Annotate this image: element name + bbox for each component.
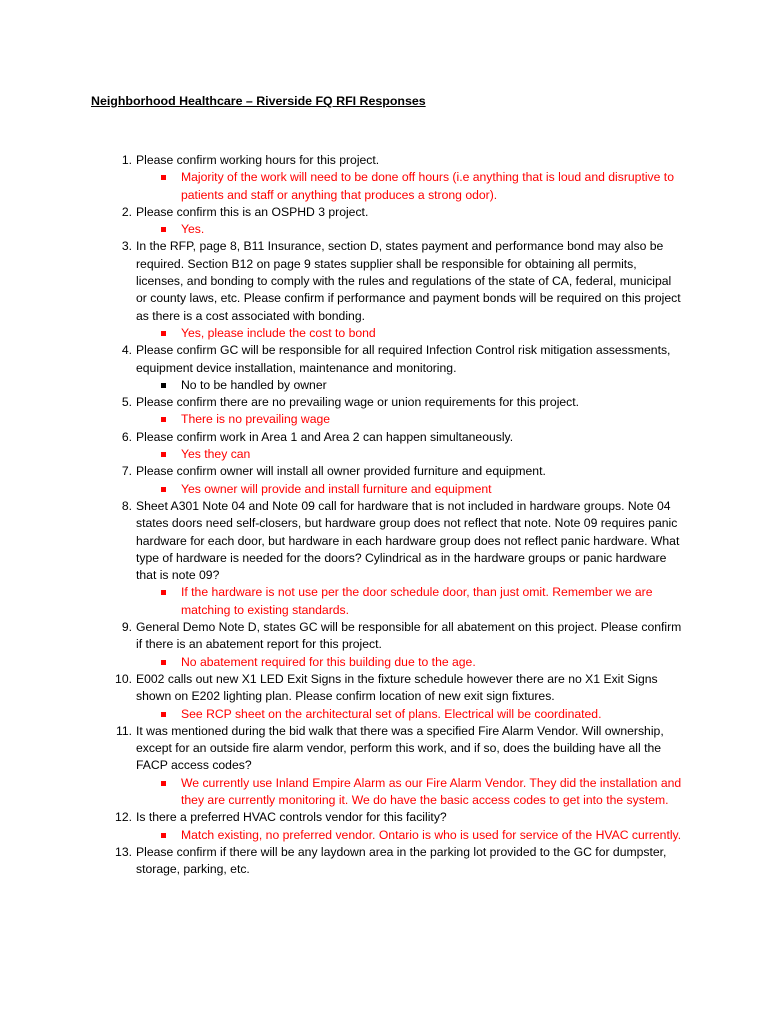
square-bullet-icon xyxy=(161,175,166,180)
rfi-question: E002 calls out new X1 LED Exit Signs in the fixture schedule however there are no X1 Exit Signs shown on E202 lighting plan. Please confirm location of new exit sign fixtures. xyxy=(136,671,658,704)
square-bullet-icon xyxy=(161,660,166,665)
rfi-answer xyxy=(181,411,696,428)
rfi-answer xyxy=(181,221,696,238)
rfi-answer-text: No to be handled by owner xyxy=(181,377,327,392)
rfi-item xyxy=(0,844,768,879)
rfi-answer-text: Yes they can xyxy=(181,447,251,462)
rfi-answer-text: No abatement required for this building due to the age. xyxy=(181,654,476,669)
square-bullet-icon xyxy=(161,383,166,388)
document-title: Neighborhood Healthcare – Riverside FQ RFI Responses xyxy=(91,94,426,108)
rfi-item xyxy=(0,342,768,394)
rfi-item xyxy=(0,463,768,498)
rfi-question: Sheet A301 Note 04 and Note 09 call for hardware that is not included in hardware groups. Note 04 states doors need self-closers, but hardware group does not reflect that note. Note 09 requires panic hardware for each door, but hardware in each hardware group does not reflect panic hardware. What type of hardware is needed for the doors? Cylindrical as in the hardware groups or panic hardware that is note 09? xyxy=(136,498,680,583)
rfi-item xyxy=(0,619,768,671)
rfi-question: Please confirm there are no prevailing wage or union requirements for this project. xyxy=(136,395,580,410)
rfi-item-number: 3. xyxy=(121,239,132,254)
rfi-item-number: 8. xyxy=(121,498,132,513)
rfi-answer-text: Yes, please include the cost to bond xyxy=(181,325,376,340)
rfi-answer-text: Yes. xyxy=(181,222,205,237)
rfi-answer xyxy=(181,654,696,671)
rfi-answer-text: Majority of the work will need to be done off hours (i.e anything that is loud and disruptive to patients and staff or anything that produces a strong odor). xyxy=(181,170,674,202)
rfi-answer-text: Yes owner will provide and install furniture and equipment xyxy=(181,481,492,496)
rfi-answer xyxy=(181,584,696,619)
rfi-item-number: 2. xyxy=(121,204,132,219)
rfi-answer xyxy=(181,169,696,204)
rfi-item-number: 10. xyxy=(115,671,132,686)
rfi-answer xyxy=(181,377,696,394)
rfi-question: In the RFP, page 8, B11 Insurance, section D, states payment and performance bond may also be required. Section B12 on page 9 states supplier shall be responsible for obtaining all permits, licenses, and bonding to comply with the rules and regulations of the state of CA, federal, municipal or county laws, etc. Please confirm if performance and payment bonds will be required on this project as there is a cost associated with bonding. xyxy=(136,239,681,323)
rfi-question: Please confirm work in Area 1 and Area 2 can happen simultaneously. xyxy=(136,429,514,444)
rfi-item-number: 6. xyxy=(121,429,132,444)
rfi-question: Please confirm if there will be any laydown area in the parking lot provided to the GC for dumpster, storage, parking, etc. xyxy=(136,844,667,877)
rfi-answer xyxy=(181,775,696,810)
rfi-item xyxy=(0,394,768,429)
rfi-answer-text: If the hardware is not use per the door schedule door, than just omit. Remember we are matching to existing standards. xyxy=(181,585,653,617)
rfi-item xyxy=(0,238,768,342)
square-bullet-icon xyxy=(161,452,166,457)
rfi-question: General Demo Note D, states GC will be responsible for all abatement on this project. Please confirm if there is an abatement report for this project. xyxy=(136,620,682,652)
rfi-answer xyxy=(181,446,696,463)
square-bullet-icon xyxy=(161,487,166,492)
rfi-question: Is there a preferred HVAC controls vendor for this facility? xyxy=(136,810,447,825)
rfi-answer xyxy=(181,481,696,498)
rfi-answer-text: Match existing, no preferred vendor. Ontario is who is used for service of the HVAC currently. xyxy=(181,827,682,842)
rfi-question: Please confirm GC will be responsible for all required Infection Control risk mitigation assessments, equipment device installation, maintenance and monitoring. xyxy=(136,343,671,375)
rfi-item xyxy=(0,671,768,723)
rfi-item-number: 13. xyxy=(115,844,132,859)
rfi-answer xyxy=(181,325,696,342)
square-bullet-icon xyxy=(161,590,166,595)
rfi-item-number: 4. xyxy=(121,343,132,358)
rfi-item-number: 5. xyxy=(121,395,132,410)
square-bullet-icon xyxy=(161,712,166,717)
rfi-item xyxy=(0,152,768,204)
rfi-item xyxy=(0,204,768,239)
square-bullet-icon xyxy=(161,417,166,422)
rfi-item-number: 7. xyxy=(121,464,132,479)
square-bullet-icon xyxy=(161,331,166,336)
square-bullet-icon xyxy=(161,781,166,786)
rfi-question: It was mentioned during the bid walk that there was a specified Fire Alarm Vendor. Will ownership, except for an outside fire alarm vendor, perform this work, and if so, does the building have all the FACP access codes? xyxy=(136,723,664,773)
rfi-question: Please confirm this is an OSPHD 3 project. xyxy=(136,204,369,219)
rfi-answer-text: We currently use Inland Empire Alarm as our Fire Alarm Vendor. They did the installation and they are currently monitoring it. We do have the basic access codes to get into the system. xyxy=(181,775,682,807)
rfi-item xyxy=(0,809,768,844)
rfi-item xyxy=(0,498,768,619)
rfi-item xyxy=(0,429,768,464)
rfi-item-number: 9. xyxy=(121,620,132,635)
rfi-item-number: 1. xyxy=(121,153,132,167)
rfi-question: Please confirm owner will install all owner provided furniture and equipment. xyxy=(136,464,546,479)
rfi-answer-text: There is no prevailing wage xyxy=(181,412,331,427)
square-bullet-icon xyxy=(161,227,166,232)
rfi-item-number: 11. xyxy=(115,723,132,738)
rfi-item-number: 12. xyxy=(115,810,132,825)
rfi-list xyxy=(0,152,768,878)
square-bullet-icon xyxy=(161,833,166,838)
rfi-answer xyxy=(181,827,696,844)
rfi-question: Please confirm working hours for this project. xyxy=(136,153,380,167)
rfi-answer xyxy=(181,706,696,723)
rfi-item xyxy=(0,723,768,809)
rfi-answer-text: See RCP sheet on the architectural set of plans. Electrical will be coordinated. xyxy=(181,706,602,721)
